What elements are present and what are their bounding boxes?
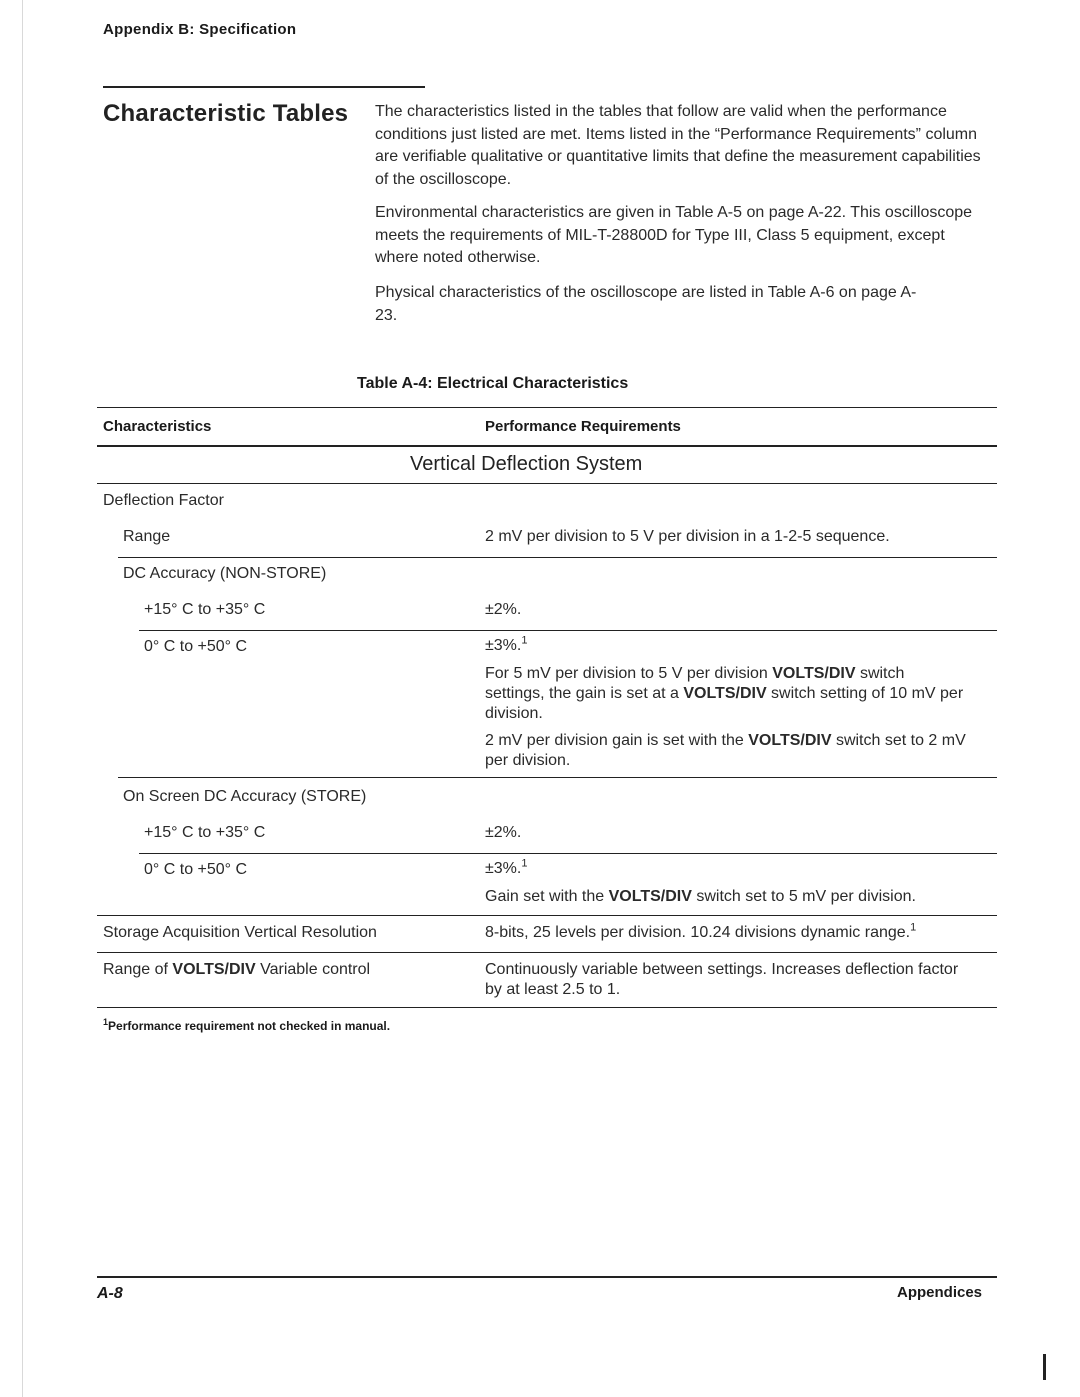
section-rule <box>103 86 425 88</box>
range-rule <box>118 557 997 558</box>
store-rule <box>97 915 997 916</box>
range-requirement: 2 mV per division to 5 V per division in a 1-2-5 sequence. <box>485 528 890 545</box>
variable-control-label: Range of VOLTS/DIV Variable control <box>103 961 371 978</box>
physical-paragraph: Physical characteristics of the oscilloscope are listed in Table A-6 on page A-23. <box>375 284 917 324</box>
temp-rule <box>139 630 997 631</box>
store-temp-rule <box>139 853 997 854</box>
environmental-paragraph: Environmental characteristics are given in Table A-5 on page A-22. This oscilloscope meets the requirements of MIL-T-28800D for Type III, Class 5 equipment, except where noted otherwise. <box>375 204 973 266</box>
footnote-ref: 1 <box>910 921 917 934</box>
table-caption: Table A-4: Electrical Characteristics <box>357 375 629 392</box>
table-top-rule <box>97 407 997 408</box>
store-accuracy-2pct: ±2%. <box>485 824 522 841</box>
scan-edge-line <box>22 0 23 1397</box>
footnote-ref: 1 <box>521 857 528 870</box>
range-label: Range <box>123 528 171 545</box>
accuracy-2pct: ±2%. <box>485 601 522 618</box>
accuracy-3pct: ±3%.$^1$ <box>485 634 528 654</box>
footnote-ref: 1 <box>521 634 528 647</box>
store-accuracy-3pct: ±3%.$^1$ <box>485 857 528 877</box>
storage-rule <box>97 952 997 953</box>
storage-resolution-label: Storage Acquisition Vertical Resolution <box>103 924 377 941</box>
storage-resolution-requirement: 8-bits, 25 levels per division. 10.24 divisions dynamic range.$^1$ <box>485 921 917 941</box>
store-note: Gain set with the VOLTS/DIV switch set to 5 mV per division. <box>485 888 916 905</box>
intro-paragraph: The characteristics listed in the tables that follow are valid when the performance conditions just listed are met. Items listed in the “Performance Requirements” column are verifiable qualitative or quantitative limits that define the measurement capabilities of the oscilloscope. <box>375 103 981 188</box>
running-header: Appendix B: Specification <box>103 21 297 38</box>
temp-range-15-35: +15° C to +35° C <box>144 601 266 618</box>
footer-section: Appendices <box>897 1284 983 1301</box>
store-temp-range-15-35: +15° C to +35° C <box>144 824 266 841</box>
nonstore-note-1: For 5 mV per division to 5 V per division VOLTS/DIV switch settings, the gain is set at a VOLTS/DIV switch setting of 10 mV per division. <box>485 665 964 722</box>
onscreen-accuracy-label: On Screen DC Accuracy (STORE) <box>123 788 367 805</box>
store-temp-range-0-50: 0° C to +50° C <box>144 861 248 878</box>
table-bottom-rule <box>97 1007 997 1008</box>
column-header-characteristics: Characteristics <box>103 418 212 435</box>
header-bottom-rule <box>97 445 997 447</box>
system-title: Vertical Deflection System <box>410 453 643 475</box>
footer-rule <box>97 1276 997 1278</box>
temp-range-0-50: 0° C to +50° C <box>144 638 248 655</box>
table-footnote: $^1$Performance requirement not checked in manual. <box>103 1017 391 1033</box>
dc-accuracy-label: DC Accuracy (NON-STORE) <box>123 565 327 582</box>
system-rule <box>97 483 997 484</box>
scan-mark <box>1043 1354 1046 1380</box>
nonstore-rule <box>118 777 997 778</box>
column-header-requirements: Performance Requirements <box>485 418 681 435</box>
page-number: A-8 <box>97 1285 123 1302</box>
variable-control-requirement: Continuously variable between settings. Increases deflection factor by at least 2.5 to 1. <box>485 961 959 998</box>
nonstore-note-2: 2 mV per division gain is set with the VOLTS/DIV switch set to 2 mV per division. <box>485 732 966 769</box>
section-title: Characteristic Tables <box>103 100 349 127</box>
deflection-factor-label: Deflection Factor <box>103 492 224 509</box>
